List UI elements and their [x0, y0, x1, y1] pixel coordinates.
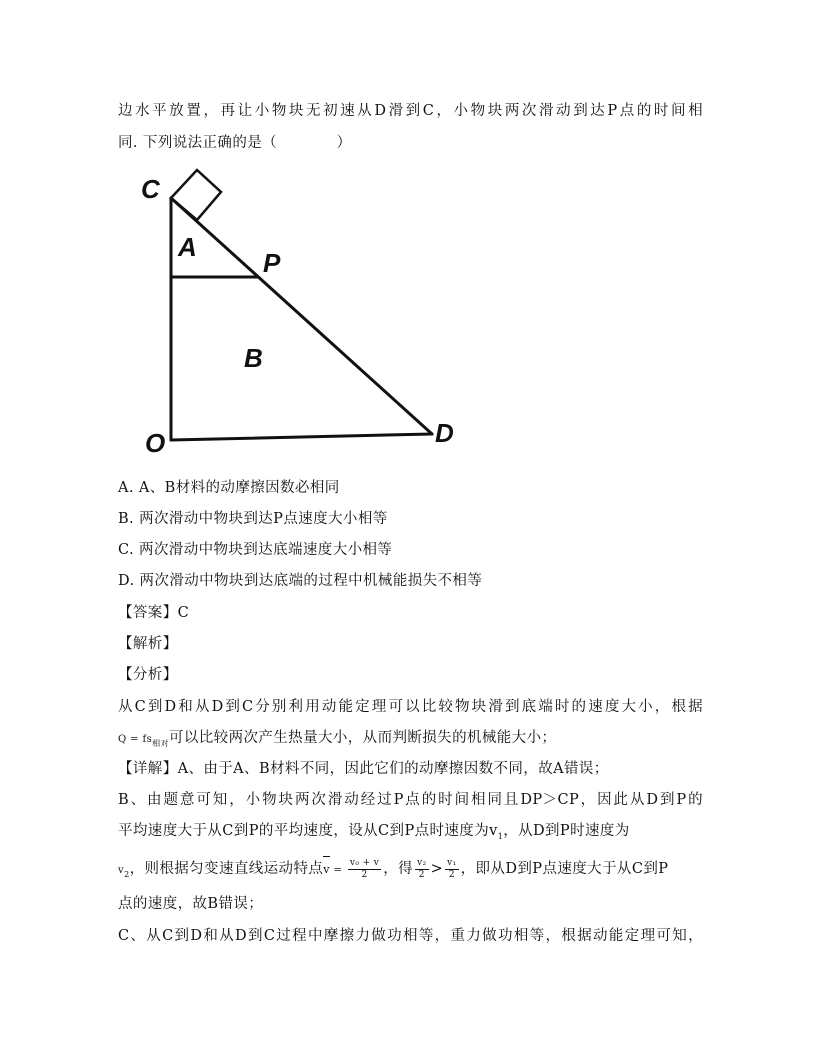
option-a: A. A、B材料的动摩擦因数必相同	[118, 480, 340, 496]
fenxi-line-1: 从C到D和从D到C分别利用动能定理可以比较物块滑到底端时的速度大小，根据	[118, 699, 703, 715]
frac1-num: v₀ + v	[349, 857, 380, 868]
frac1-den: 2	[361, 869, 368, 880]
label-p: P	[263, 248, 281, 278]
v1-subscript: 1	[497, 831, 504, 841]
detail-line-3-b: ，从D到P时速度为	[503, 823, 630, 839]
greater-than: >	[430, 861, 444, 877]
detail-line-4-c: ，即从D到P点速度大于从C到P	[460, 861, 669, 877]
question-line-1: 边水平放置，再让小物块无初速从D滑到C，小物块两次滑动到达P点的时间相	[118, 103, 703, 119]
label-b: B	[244, 343, 263, 373]
detail-line-3-a: 平均速度大于从C到P的平均速度，设从C到P点时速度为v	[118, 823, 498, 839]
frac2-den: 2	[418, 869, 425, 880]
fenxi-heading: 【分析】	[118, 667, 178, 683]
option-c: C. 两次滑动中物块到达底端速度大小相等	[118, 542, 393, 558]
detail-line-4	[118, 854, 703, 890]
fraction-v1	[445, 858, 459, 881]
detail-line-6: C、从C到D和从D到C过程中摩擦力做功相等，重力做功相等，根据动能定理可知，	[118, 928, 703, 944]
frac2-num: v₂	[417, 857, 427, 868]
v2-symbol: v	[118, 865, 125, 876]
option-d: D. 两次滑动中物块到达底端的过程中机械能损失不相等	[118, 573, 483, 589]
incline-cd	[171, 198, 432, 434]
q-formula: Q = fs	[118, 734, 153, 745]
fraction-average-velocity	[348, 858, 381, 881]
floor-od	[171, 434, 432, 440]
question-line-2: 同. 下列说法正确的是（ ）	[118, 135, 352, 151]
fenxi-line-2-text: 可以比较两次产生热量大小，从而判断损失的机械能大小；	[168, 730, 557, 746]
detail-line-5: 点的速度，故B错误；	[118, 896, 264, 912]
v-bar-symbol: v	[323, 855, 330, 885]
answer: 【答案】C	[118, 605, 190, 621]
q-subscript: 相对	[152, 738, 169, 748]
detail-line-1: 【详解】A、由于A、B材料不同，因此它们的动摩擦因数不同，故A错误；	[118, 761, 609, 777]
label-o: O	[145, 428, 166, 458]
fraction-v2	[415, 858, 429, 881]
frac3-den: 2	[448, 869, 455, 880]
label-c: C	[141, 174, 160, 204]
detail-line-3	[118, 821, 703, 847]
equals-sign: =	[329, 865, 346, 876]
detail-line-4-b: ，得	[383, 861, 414, 877]
label-a: A	[178, 232, 197, 262]
detail-line-2: B、由题意可知，小物块两次滑动经过P点的时间相同且DP＞CP，因此从D到P的	[118, 792, 703, 808]
label-d: D	[435, 418, 454, 448]
frac3-num: v₁	[447, 857, 457, 868]
analysis-heading: 【解析】	[118, 636, 178, 652]
option-b: B. 两次滑动中物块到达P点速度大小相等	[118, 511, 388, 527]
small-block	[171, 170, 221, 220]
v2-subscript: 2	[124, 869, 130, 879]
physics-diagram	[140, 162, 470, 462]
detail-line-4-a: ，则根据匀变速直线运动特点	[129, 861, 324, 877]
fenxi-line-2	[118, 728, 703, 754]
